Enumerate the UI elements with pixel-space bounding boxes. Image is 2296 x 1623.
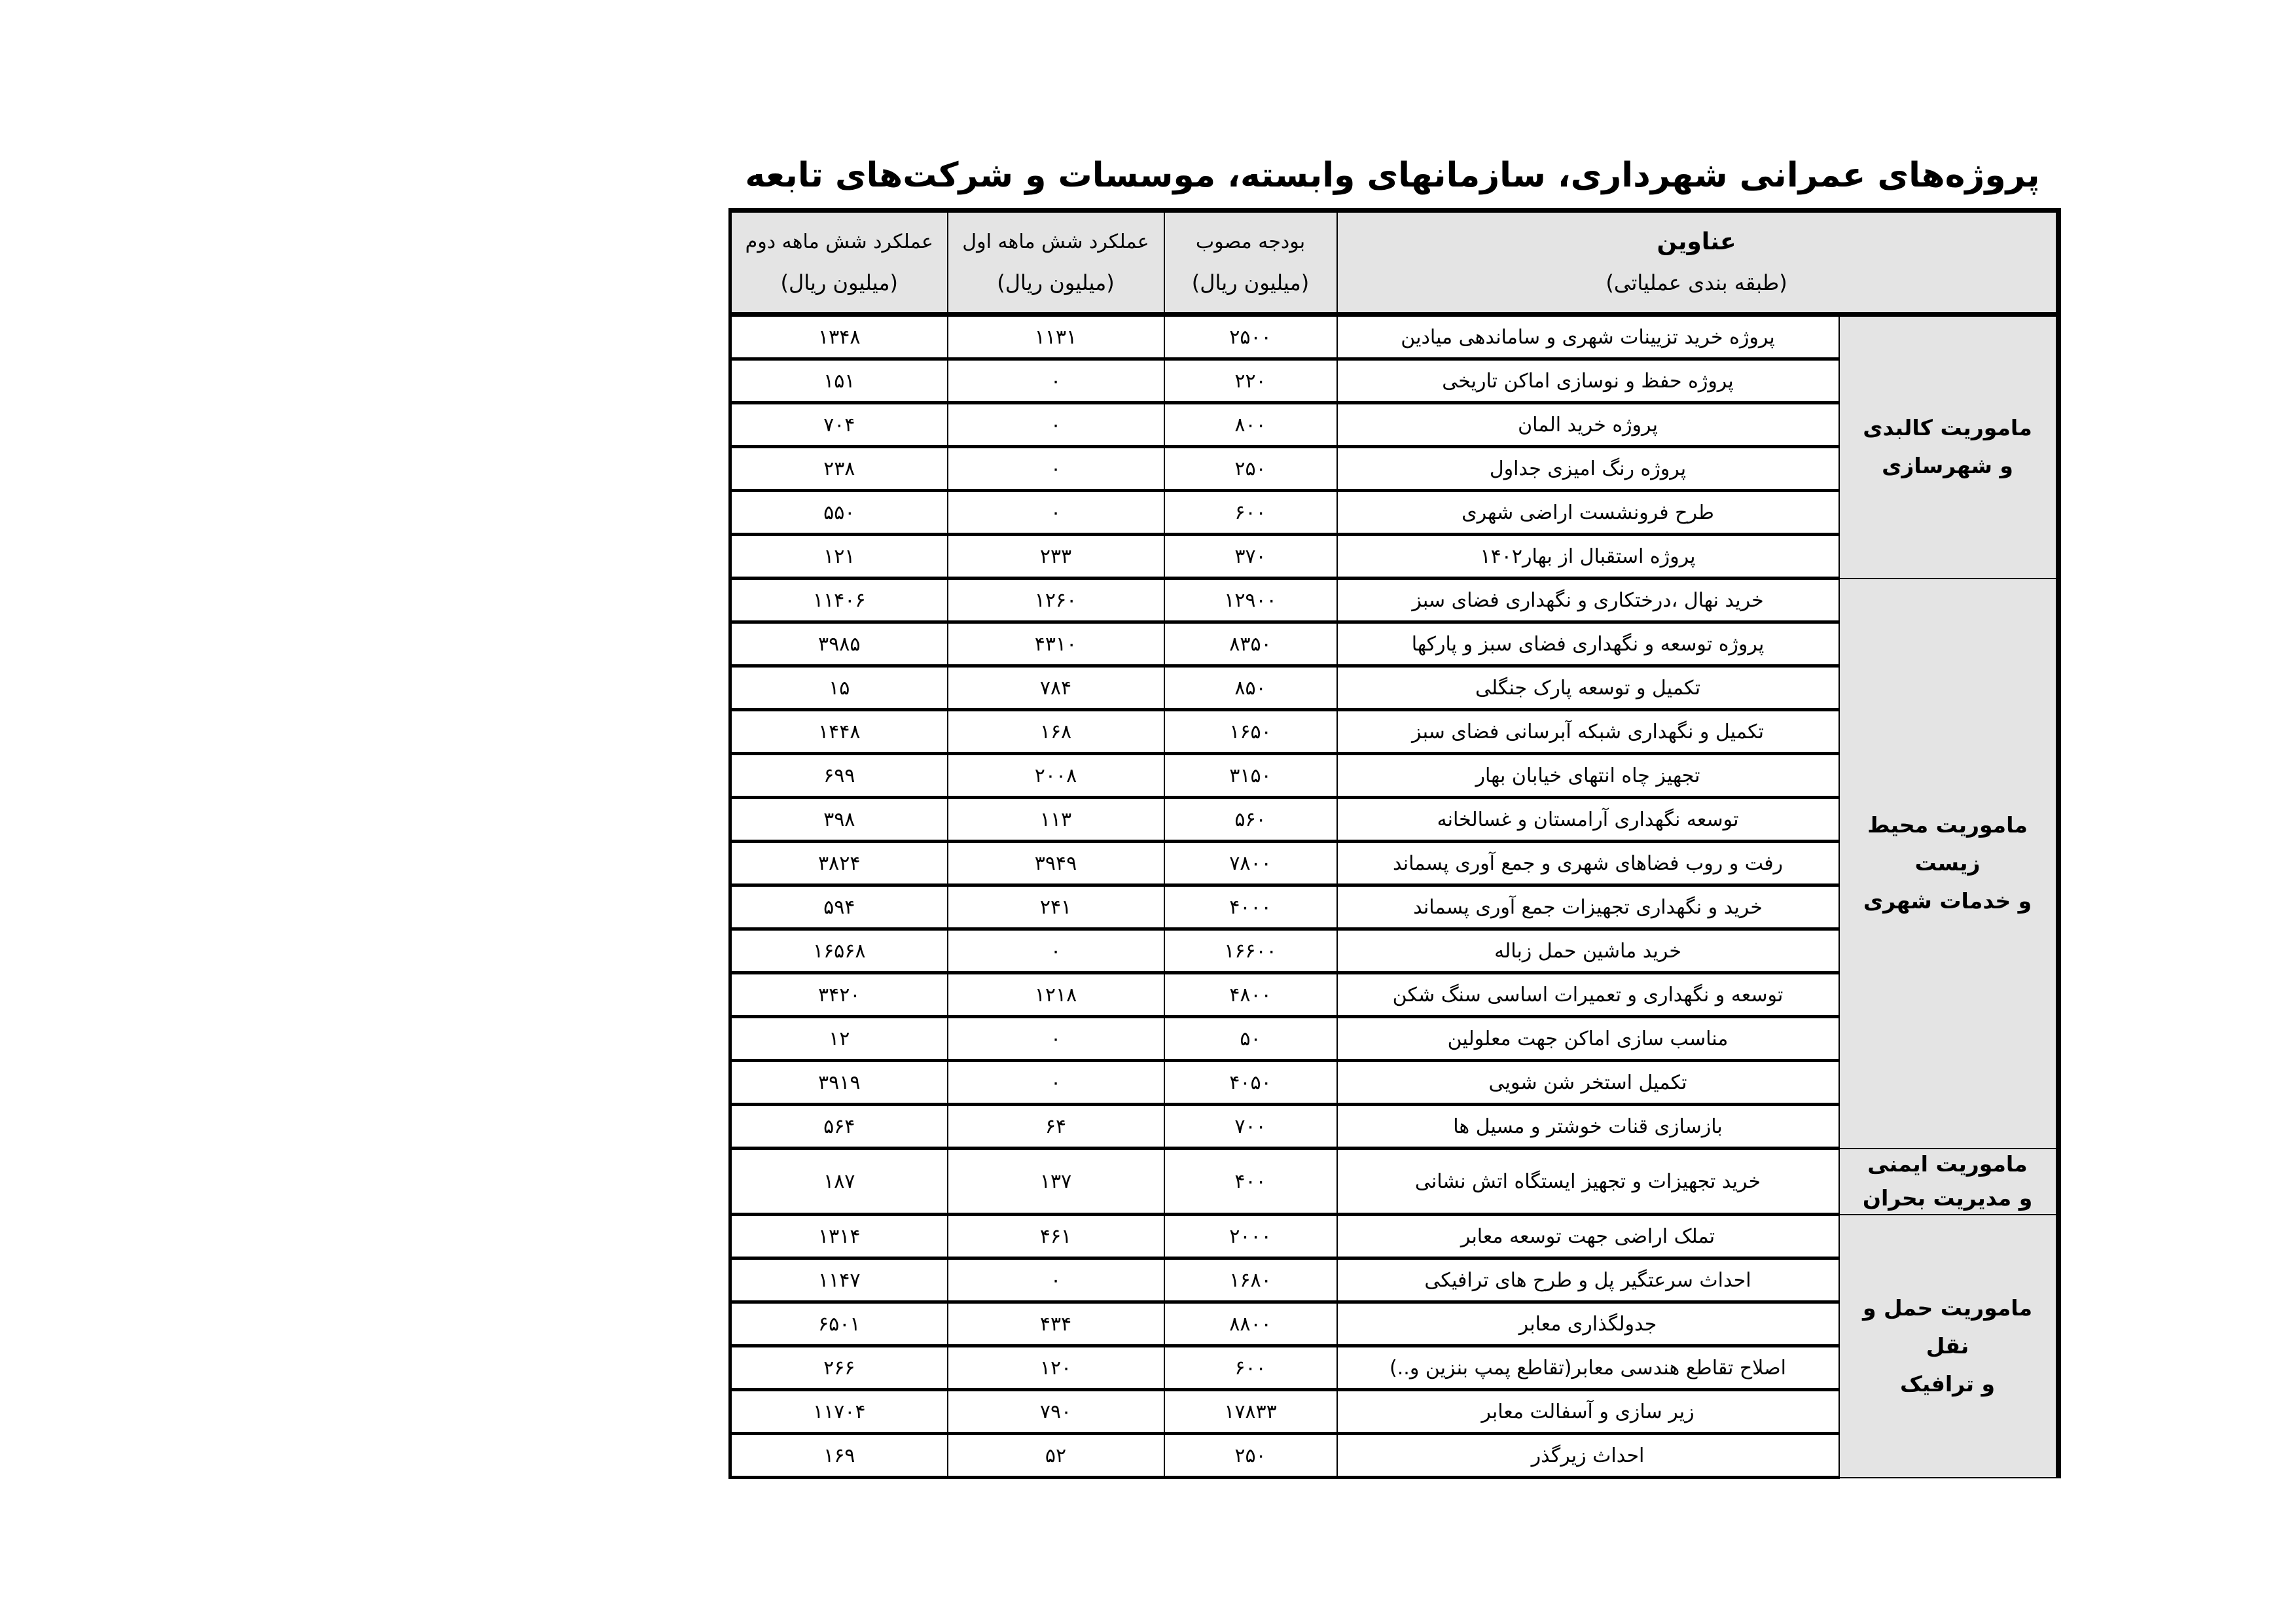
- second-half-cell: ۵۶۴: [730, 1105, 948, 1149]
- second-half-cell: ۱۵: [730, 666, 948, 710]
- category-label: [1840, 1150, 2056, 1213]
- table-body: [730, 315, 2058, 1478]
- category-label-line1: ماموریت محیط زیست: [1867, 812, 2028, 876]
- category-label: [1840, 1289, 2056, 1403]
- category-label-line2: و ترافیک: [1899, 1370, 1996, 1397]
- project-title-cell: اصلاح تقاطع هندسی معابر(تقاطع پمپ بنزین و..): [1337, 1346, 1839, 1390]
- header-titles: [1337, 211, 2058, 315]
- budget-cell: ۶۰۰: [1164, 1346, 1337, 1390]
- first-half-cell: ۶۴: [948, 1105, 1164, 1149]
- budget-cell: ۳۷۰: [1164, 535, 1337, 579]
- project-title-cell: تملک اراضی جهت توسعه معابر: [1337, 1215, 1839, 1258]
- table-row: [730, 315, 2058, 359]
- first-half-cell: ۲۴۱: [948, 885, 1164, 929]
- first-half-cell: ۷۸۴: [948, 666, 1164, 710]
- first-half-cell: ۴۳۴: [948, 1302, 1164, 1346]
- second-half-cell: ۱۱۴۰۶: [730, 579, 948, 622]
- category-cell: [1839, 315, 2058, 579]
- first-half-cell: ۰: [948, 1061, 1164, 1105]
- second-half-cell: ۳۹۱۹: [730, 1061, 948, 1105]
- project-title-cell: پروژه رنگ امیزی جداول: [1337, 447, 1839, 491]
- first-half-cell: ۰: [948, 359, 1164, 403]
- first-half-cell: ۱۶۸: [948, 710, 1164, 754]
- table-row: [730, 579, 2058, 622]
- project-title-cell: توسعه نگهداری آرامستان و غسالخانه: [1337, 798, 1839, 842]
- second-half-cell: ۳۹۸۵: [730, 622, 948, 666]
- second-half-cell: ۱۶۵۶۸: [730, 929, 948, 973]
- second-half-cell: ۳۸۲۴: [730, 842, 948, 885]
- first-half-cell: ۱۲۰: [948, 1346, 1164, 1390]
- header-h2-label: عملکرد شش ماهه دوم: [745, 230, 933, 253]
- budget-cell: ۸۸۰۰: [1164, 1302, 1337, 1346]
- project-title-cell: بازسازی قنات خوشتر و مسیل ها: [1337, 1105, 1839, 1149]
- project-title-cell: احداث زیرگذر: [1337, 1434, 1839, 1478]
- header-h1-sub: (میلیون ریال): [997, 270, 1115, 295]
- budget-cell: ۱۶۶۰۰: [1164, 929, 1337, 973]
- first-half-cell: ۲۰۰۸: [948, 754, 1164, 798]
- first-half-cell: ۰: [948, 929, 1164, 973]
- budget-cell: ۵۶۰: [1164, 798, 1337, 842]
- category-label-line1: ماموریت ایمنی: [1867, 1151, 2028, 1177]
- project-title-cell: توسعه و نگهداری و تعمیرات اساسی سنگ شکن: [1337, 973, 1839, 1017]
- header-h2-sub: (میلیون ریال): [780, 270, 899, 295]
- budget-cell: ۸۳۵۰: [1164, 622, 1337, 666]
- second-half-cell: ۳۴۲۰: [730, 973, 948, 1017]
- project-title-cell: جدولگذاری معابر: [1337, 1302, 1839, 1346]
- first-half-cell: ۱۱۳۱: [948, 315, 1164, 359]
- project-title-cell: پروژه استقبال از بهار۱۴۰۲: [1337, 535, 1839, 579]
- budget-cell: ۶۰۰: [1164, 491, 1337, 535]
- project-title-cell: احداث سرعتگیر پل و طرح های ترافیکی: [1337, 1258, 1839, 1302]
- document-title: پروژه‌های عمرانی شهرداری، سازمانهای وابسته، موسسات و شرکت‌های تابعه: [745, 156, 2040, 195]
- budget-cell: ۷۸۰۰: [1164, 842, 1337, 885]
- project-title-cell: تکمیل استخر شن شویی: [1337, 1061, 1839, 1105]
- budget-cell: ۲۰۰۰: [1164, 1215, 1337, 1258]
- budget-cell: ۴۰۰۰: [1164, 885, 1337, 929]
- budget-cell: ۲۵۰: [1164, 447, 1337, 491]
- second-half-cell: ۵۵۰: [730, 491, 948, 535]
- project-title-cell: تکمیل و نگهداری شبکه آبرسانی فضای سبز: [1337, 710, 1839, 754]
- first-half-cell: ۰: [948, 403, 1164, 447]
- second-half-cell: ۶۹۹: [730, 754, 948, 798]
- first-half-cell: ۷۹۰: [948, 1390, 1164, 1434]
- second-half-cell: ۶۵۰۱: [730, 1302, 948, 1346]
- first-half-cell: ۴۶۱: [948, 1215, 1164, 1258]
- budget-cell: ۲۵۰: [1164, 1434, 1337, 1478]
- budget-cell: ۲۵۰۰: [1164, 315, 1337, 359]
- project-title-cell: تکمیل و توسعه پارک جنگلی: [1337, 666, 1839, 710]
- budget-cell: ۸۰۰: [1164, 403, 1337, 447]
- second-half-cell: ۲۳۸: [730, 447, 948, 491]
- budget-cell: ۳۱۵۰: [1164, 754, 1337, 798]
- category-label-line2: و شهرسازی: [1882, 453, 2013, 479]
- project-title-cell: خرید نهال ،درختکاری و نگهداری فضای سبز: [1337, 579, 1839, 622]
- header-h1-label: عملکرد شش ماهه اول: [962, 230, 1149, 253]
- project-title-cell: خرید و نگهداری تجهیزات جمع آوری پسماند: [1337, 885, 1839, 929]
- second-half-cell: ۱۵۱: [730, 359, 948, 403]
- first-half-cell: ۰: [948, 491, 1164, 535]
- category-label-line2: و خدمات شهری: [1863, 888, 2032, 914]
- projects-table: [728, 208, 2061, 1479]
- budget-cell: ۴۰۰: [1164, 1149, 1337, 1215]
- budget-cell: ۴۸۰۰: [1164, 973, 1337, 1017]
- second-half-cell: ۱۲۱: [730, 535, 948, 579]
- project-title-cell: خرید ماشین حمل زباله: [1337, 929, 1839, 973]
- first-half-cell: ۰: [948, 447, 1164, 491]
- budget-cell: ۱۷۸۳۳: [1164, 1390, 1337, 1434]
- budget-cell: ۴۰۵۰: [1164, 1061, 1337, 1105]
- category-label: [1840, 806, 2056, 920]
- budget-cell: ۱۲۹۰۰: [1164, 579, 1337, 622]
- second-half-cell: ۱۱۷۰۴: [730, 1390, 948, 1434]
- header-budget-sub: (میلیون ریال): [1191, 270, 1310, 295]
- project-title-cell: مناسب سازی اماکن جهت معلولین: [1337, 1017, 1839, 1061]
- table-row: [730, 1149, 2058, 1215]
- header-titles-sub: (طبقه بندی عملیاتی): [1605, 270, 1787, 295]
- first-half-cell: ۰: [948, 1258, 1164, 1302]
- category-label-line2: و مدیریت بحران: [1862, 1185, 2033, 1211]
- first-half-cell: ۵۲: [948, 1434, 1164, 1478]
- category-cell: [1839, 1215, 2058, 1478]
- first-half-cell: ۱۱۳: [948, 798, 1164, 842]
- category-label-line1: ماموریت کالبدی: [1863, 415, 2032, 441]
- project-title-cell: رفت و روب فضاهای شهری و جمع آوری پسماند: [1337, 842, 1839, 885]
- budget-cell: ۸۵۰: [1164, 666, 1337, 710]
- budget-cell: ۲۲۰: [1164, 359, 1337, 403]
- second-half-cell: ۲۶۶: [730, 1346, 948, 1390]
- project-title-cell: تجهیز چاه انتهای خیابان بهار: [1337, 754, 1839, 798]
- category-label-line1: ماموریت حمل و نقل: [1862, 1294, 2033, 1359]
- budget-cell: ۷۰۰: [1164, 1105, 1337, 1149]
- first-half-cell: ۳۹۴۹: [948, 842, 1164, 885]
- budget-cell: ۱۶۵۰: [1164, 710, 1337, 754]
- project-title-cell: پروژه خرید تزیینات شهری و ساماندهی میادین: [1337, 315, 1839, 359]
- project-title-cell: پروژه حفظ و نوسازی اماکن تاریخی: [1337, 359, 1839, 403]
- first-half-cell: ۴۳۱۰: [948, 622, 1164, 666]
- second-half-cell: ۱۳۴۸: [730, 315, 948, 359]
- first-half-cell: ۰: [948, 1017, 1164, 1061]
- second-half-cell: ۱۸۷: [730, 1149, 948, 1215]
- first-half-cell: ۱۳۷: [948, 1149, 1164, 1215]
- category-label: [1840, 409, 2056, 485]
- category-cell: [1839, 579, 2058, 1149]
- project-title-cell: پروژه توسعه و نگهداری فضای سبز و پارکها: [1337, 622, 1839, 666]
- project-title-cell: زیر سازی و آسفالت معابر: [1337, 1390, 1839, 1434]
- second-half-cell: ۵۹۴: [730, 885, 948, 929]
- budget-cell: ۵۰: [1164, 1017, 1337, 1061]
- header-row: [730, 211, 2058, 315]
- second-half-cell: ۱۱۴۷: [730, 1258, 948, 1302]
- first-half-cell: ۲۳۳: [948, 535, 1164, 579]
- table-row: [730, 1215, 2058, 1258]
- second-half-cell: ۱۲: [730, 1017, 948, 1061]
- header-h2: [730, 211, 948, 315]
- project-title-cell: طرح فرونشست اراضی شهری: [1337, 491, 1839, 535]
- second-half-cell: ۱۶۹: [730, 1434, 948, 1478]
- category-cell: [1839, 1149, 2058, 1215]
- second-half-cell: ۷۰۴: [730, 403, 948, 447]
- first-half-cell: ۱۲۱۸: [948, 973, 1164, 1017]
- header-budget: [1164, 211, 1337, 315]
- second-half-cell: ۱۳۱۴: [730, 1215, 948, 1258]
- first-half-cell: ۱۲۶۰: [948, 579, 1164, 622]
- project-title-cell: خرید تجهیزات و تجهیز ایستگاه اتش نشانی: [1337, 1149, 1839, 1215]
- second-half-cell: ۳۹۸: [730, 798, 948, 842]
- header-h1: [948, 211, 1164, 315]
- budget-cell: ۱۶۸۰: [1164, 1258, 1337, 1302]
- project-title-cell: پروژه خرید المان: [1337, 403, 1839, 447]
- header-titles-label: عناوین: [1657, 228, 1736, 255]
- header-budget-label: بودجه مصوب: [1195, 230, 1306, 253]
- second-half-cell: ۱۴۴۸: [730, 710, 948, 754]
